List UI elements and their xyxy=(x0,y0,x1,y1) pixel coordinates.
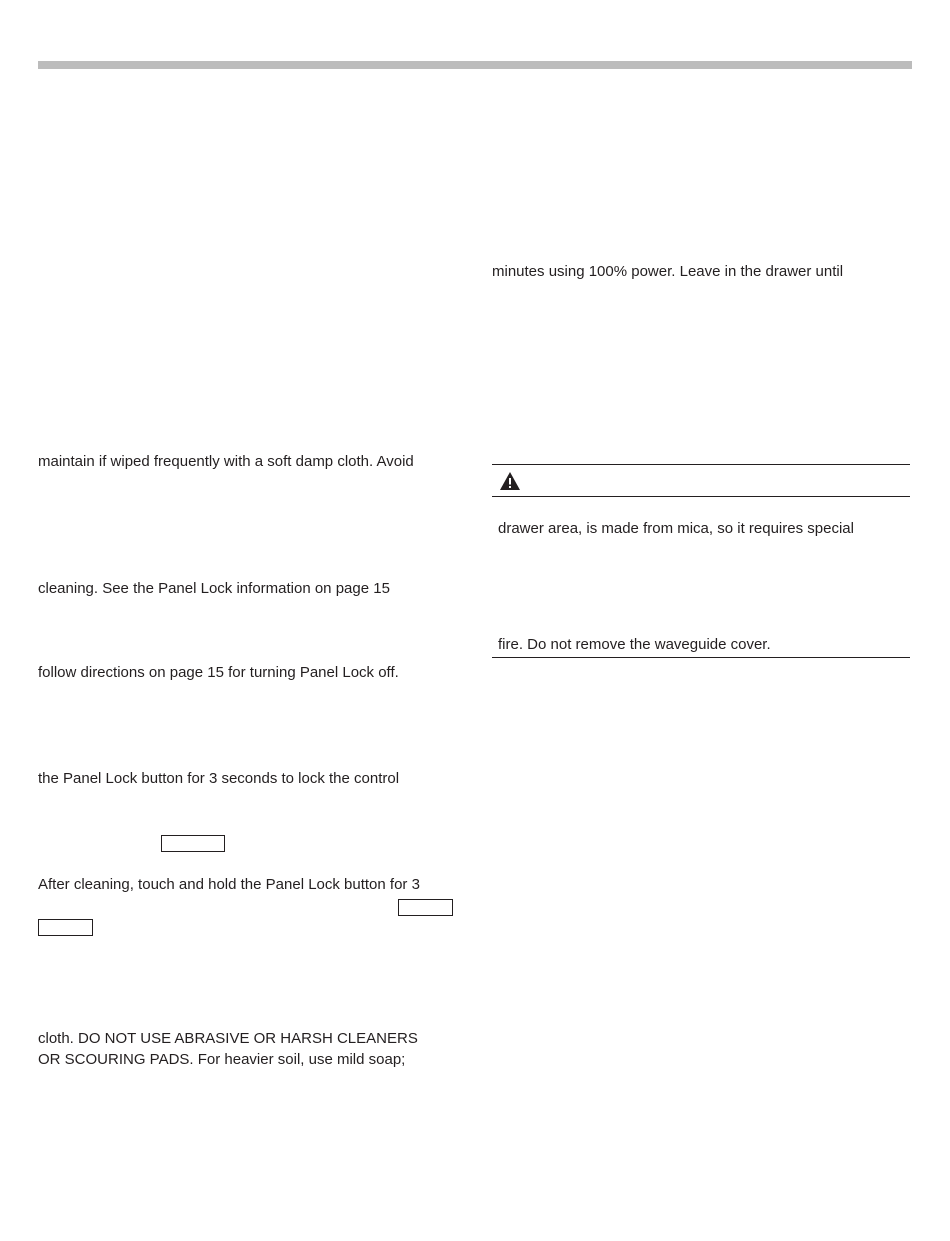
button-label-box-2 xyxy=(398,899,453,916)
warning-bottom-rule xyxy=(492,657,910,658)
left-text-line-1: maintain if wiped frequently with a soft damp cloth. Avoid xyxy=(38,453,414,470)
left-text-line-2: cleaning. See the Panel Lock information on page 15 xyxy=(38,580,390,597)
warning-text-line-2: fire. Do not remove the waveguide cover. xyxy=(498,636,771,653)
warning-header-rule xyxy=(492,496,910,497)
warning-triangle-icon xyxy=(499,471,521,491)
left-text-line-5: After cleaning, touch and hold the Panel Lock button for 3 xyxy=(38,876,420,893)
right-text-line-1: minutes using 100% power. Leave in the drawer until xyxy=(492,263,844,280)
warning-text-line-1: drawer area, is made from mica, so it requires special xyxy=(498,520,854,537)
button-label-box-3 xyxy=(38,919,93,936)
left-text-line-4: the Panel Lock button for 3 seconds to lock the control xyxy=(38,770,400,787)
button-label-box-1 xyxy=(161,835,225,852)
header-rule xyxy=(38,61,912,69)
left-text-line-7: OR SCOURING PADS. For heavier soil, use mild soap; xyxy=(38,1051,406,1068)
warning-top-rule xyxy=(492,464,910,465)
left-text-line-6: cloth. DO NOT USE ABRASIVE OR HARSH CLEANERS xyxy=(38,1030,418,1047)
left-text-line-3: follow directions on page 15 for turning Panel Lock off. xyxy=(38,664,399,681)
